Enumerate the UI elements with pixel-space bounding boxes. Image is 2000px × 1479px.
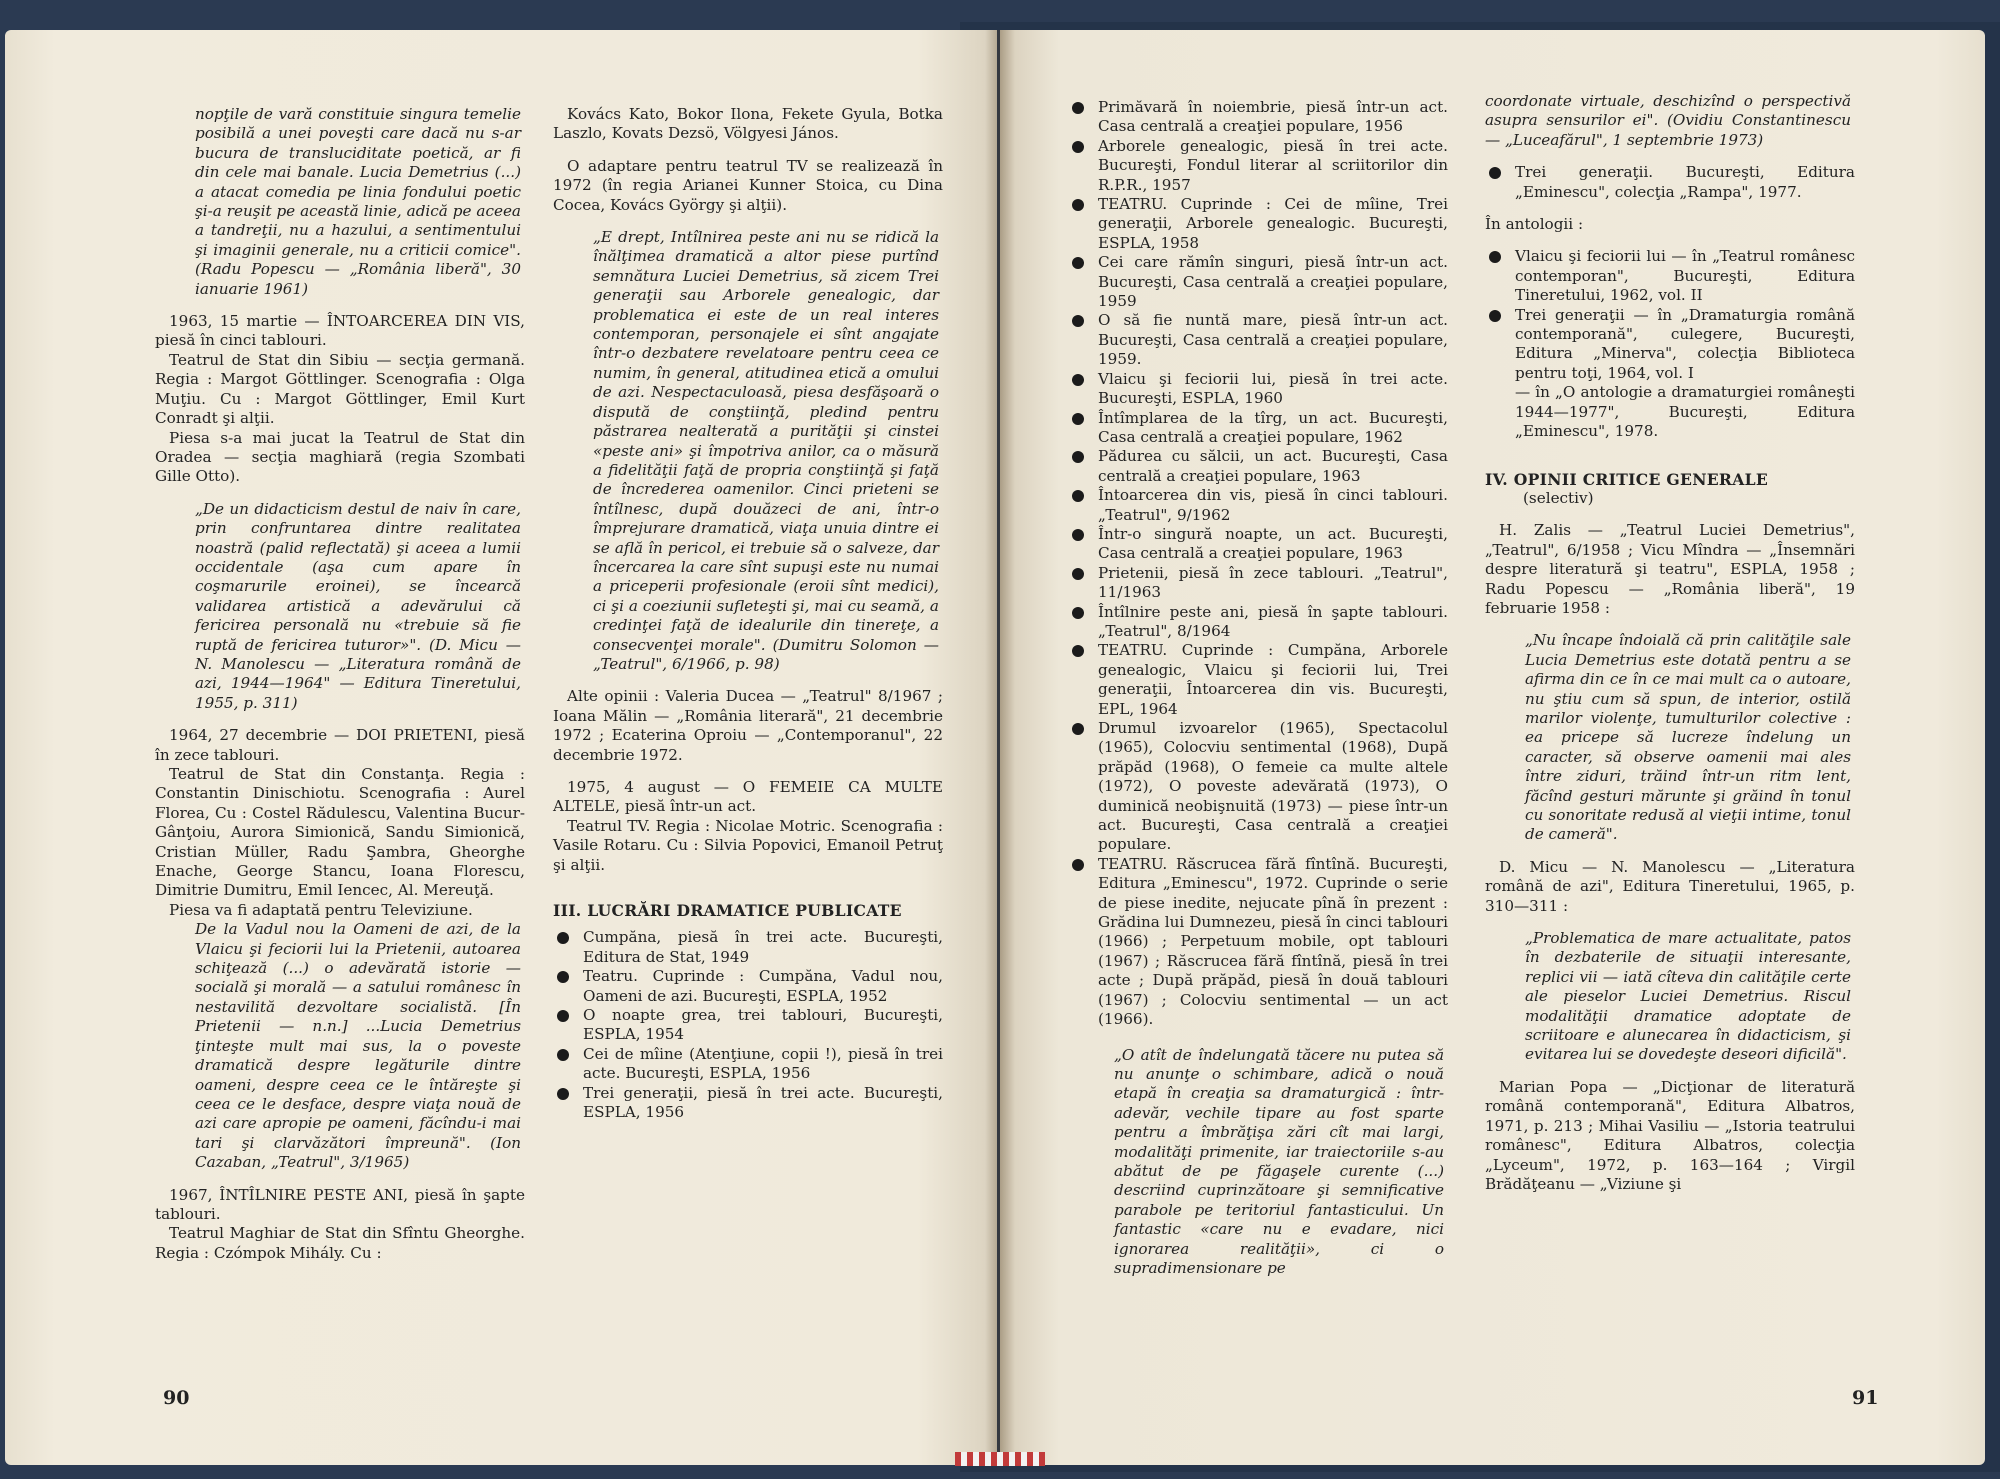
entry-text: Pădurea cu sălcii, un act. Bucureşti, Casa centrală a creaţiei populare, 1963 xyxy=(1098,447,1448,485)
bullet-icon xyxy=(1072,529,1084,541)
paragraph: Teatrul de Stat din Constanţa. Regia : Constantin Dinischiotu. Scenografia : Aurel Florea, Cu : Costel Rădulescu, Valentina Bucur-Gânţoiu, Aurora Simionică, Sandu Simionică, Cristian Müller, Radu Şambra, Gheorghe Enache, George Stancu, Ioana Florescu, Dimitrie Dumitru, Emil Iencec, Al. Mereuţă. xyxy=(155,765,525,900)
entry-text: — în „O antologie a dramaturgiei româneşti 1944—1977", Bucureşti, Editura „Eminescu", 1978. xyxy=(1515,383,1855,441)
list-item xyxy=(1068,603,1448,642)
entry-text: Întîmplarea de la tîrg, un act. Bucureşti, Casa centrală a creaţiei populare, 1962 xyxy=(1098,408,1448,446)
paragraph: De la Vadul nou la Oameni de azi, de la Vlaicu şi feciorii lui la Prietenii, autoarea schiţează (...) o adevărată istorie — socială şi morală — a satului românesc în nestavilită dezvoltare socialistă. [În Prietenii — n.n.] ...Lucia Demetrius ţinteşte mult mai sus, la o poveste dramatică despre legăturile dintre oameni, despre ceea ce le întăreşte şi ceea ce le desface, despre viaţa nouă de azi care apropie pe oameni, făcîndu-i mai tari şi clarvăzători împreună". (Ion Cazaban, „Teatrul", 3/1965) xyxy=(195,920,521,1172)
entry-text: Trei generaţii. Bucureşti, Editura „Eminescu", colecţia „Rampa", 1977. xyxy=(1515,163,1855,201)
page-number: 91 xyxy=(1852,1387,1879,1409)
list-item xyxy=(1068,855,1448,1030)
bullet-icon xyxy=(557,1049,569,1061)
paragraph: Teatrul TV. Regia : Nicolae Motric. Scenografia : Vasile Rotaru. Cu : Silvia Popovici, Emanoil Petruţ şi alţii. xyxy=(553,816,943,874)
bullet-icon xyxy=(1072,199,1084,211)
critic-quote: „O atît de îndelungată tăcere nu putea să nu anunţe o schimbare, adică o nouă etapă în creaţia sa dramaturgică : într-adevăr, vechile tipare au fost sparte pentru a îmbrăţişa zări cît mai largi, modalităţi primenite, iar traiectoriile s-au abătut de pe făgaşele curente (...) descriind cuprinzătoare şi semnificative parabole pe teritoriul fantasticului. Un fantastic «care nu e evadare, nici ignorarea realităţii», ci o supradimensionare pe xyxy=(1114,1045,1444,1277)
paragraph: 1963, 15 martie — ÎNTOARCEREA DIN VIS, piesă în cinci tablouri. xyxy=(155,312,525,350)
entry-text: TEATRU. Răscrucea fără fîntînă. Bucureşti, Editura „Eminescu", 1972. Cuprinde o serie de piese inedite, nejucate pînă în prezent : Grădina lui Dumnezeu, piesă în cinci tablouri (1966) ; Perpetuum mobile, opt tablouri (1967) ; Răscrucea fără fîntînă, piesă în trei acte ; După prăpăd, piesă în două tablouri (1967) ; Colocviu sentimental — un act (1966). xyxy=(1098,854,1448,1029)
list-item xyxy=(1068,564,1448,603)
paragraph: Teatrul Maghiar de Stat din Sfîntu Gheorghe. Regia : Czómpok Mihály. Cu : xyxy=(155,1224,525,1262)
paragraph: D. Micu — N. Manolescu — „Literatura română de azi", Editura Tineretului, 1965, p. 310—311 : xyxy=(1485,857,1855,915)
list-item xyxy=(1068,370,1448,409)
bullet-icon xyxy=(557,1010,569,1022)
book-gutter xyxy=(985,30,1015,1465)
paragraph: Kovács Kato, Bokor Ilona, Fekete Gyula, Botka Laszlo, Kovats Dezsö, Völgyesi János. xyxy=(553,105,943,143)
entry-text: Într-o singură noapte, un act. Bucureşti, Casa centrală a creaţiei populare, 1963 xyxy=(1098,524,1448,563)
list-item xyxy=(1068,409,1448,448)
entry-text: TEATRU. Cuprinde : Cei de mîine, Trei generaţii, Arborele genealogic. Bucureşti, ESPLA, 1958 xyxy=(1098,195,1448,252)
paragraph: Piesa s-a mai jucat la Teatrul de Stat din Oradea — secţia maghiară (regia Szombati Gille Otto). xyxy=(155,428,525,486)
list-item xyxy=(1068,486,1448,525)
entry-text: Arborele genealogic, piesă în trei acte. Bucureşti, Fondul literar al scriitorilor din R.P.R., 1957 xyxy=(1098,136,1448,194)
list-item xyxy=(1068,98,1448,137)
list-item xyxy=(1068,311,1448,369)
paragraph: „De un didacticism destul de naiv în care, prin confruntarea dintre realitatea noastră (palid reflectată) şi aceea a lumii occidentale (aşa cum apare în coşmarurile eroinei), se încearcă validarea artistică a adevărului că fericirea personală nu «trebuie să fie ruptă de fericirea tuturor»". (D. Micu — N. Manolescu — „Literatura română de azi, 1944—1964" — Editura Tineretului, 1955, p. 311) xyxy=(195,499,521,712)
paragraph: Teatrul de Stat din Sibiu — secţia germană. Regia : Margot Göttlinger. Scenografia : Olga Muţiu. Cu : Margot Göttlinger, Emil Kurt Conradt şi alţii. xyxy=(155,350,525,428)
paragraph: H. Zalis — „Teatrul Luciei Demetrius", „Teatrul", 6/1958 ; Vicu Mîndra — „Însemnări despre literatură şi teatru", ESPLA, 1958 ; Radu Popescu — „România liberă", 19 februarie 1958 : xyxy=(1485,521,1855,617)
bullet-icon xyxy=(1072,102,1084,114)
list-item xyxy=(1068,641,1448,719)
paragraph: 1975, 4 august — O FEMEIE CA MULTE ALTELE, piesă într-un act. xyxy=(553,778,943,816)
left-column-2 xyxy=(553,105,943,1123)
entry-text: Întîlnire peste ani, piesă în şapte tablouri. „Teatrul", 8/1964 xyxy=(1098,602,1448,640)
bullet-icon xyxy=(1072,645,1084,657)
entry-text: Întoarcerea din vis, piesă în cinci tablouri. „Teatrul", 9/1962 xyxy=(1098,486,1448,524)
entry-text: Teatru. Cuprinde : Cumpăna, Vadul nou, Oameni de azi. Bucureşti, ESPLA, 1952 xyxy=(583,967,943,1005)
list-item xyxy=(1485,306,1855,384)
critic-quote: „Problematica de mare actualitate, patos în dezbaterile de situaţii interesante, replici vii — iată cîteva din calităţile certe ale pieselor Luciei Demetrius. Riscul modalităţii dramatice adoptate de scriitoare e alunecarea în didacticism, şi evitarea lui se dovedeşte deseori dificilă". xyxy=(1525,929,1851,1064)
bullet-icon xyxy=(1072,315,1084,327)
list-item xyxy=(1485,163,1855,202)
section-subheading: (selectiv) xyxy=(1523,488,1594,507)
bullet-icon xyxy=(1072,374,1084,386)
entry-text: Primăvară în noiembrie, piesă într-un act. Casa centrală a creaţiei populare, 1956 xyxy=(1098,98,1448,136)
left-page xyxy=(5,30,997,1465)
paragraph: 1967, ÎNTÎLNIRE PESTE ANI, piesă în şapte tablouri. xyxy=(155,1185,525,1223)
bullet-icon xyxy=(1072,257,1084,269)
paragraph: 1964, 27 decembrie — DOI PRIETENI, piesă în zece tablouri. xyxy=(155,726,525,764)
section-heading-iv: IV. OPINII CRITICE GENERALE xyxy=(1485,469,1769,489)
list-item xyxy=(553,928,943,967)
bullet-icon xyxy=(1072,490,1084,502)
entry-text: O să fie nuntă mare, piesă într-un act. Bucureşti, Casa centrală a creaţiei populare, 1959. xyxy=(1098,311,1448,369)
entry-text: Cei de mîine (Atenţiune, copii !), piesă în trei acte. Bucureşti, ESPLA, 1956 xyxy=(583,1044,943,1083)
list-item xyxy=(1068,137,1448,195)
list-item xyxy=(553,1045,943,1084)
right-page xyxy=(1000,30,1985,1465)
bullet-icon xyxy=(1072,568,1084,580)
list-item xyxy=(553,1006,943,1045)
critic-quote-end: coordonate virtuale, deschizînd o perspectivă asupra sensurilor ei". (Ovidiu Constantinescu — „Luceafărul", 1 septembrie 1973) xyxy=(1485,92,1851,149)
entry-text: Cumpăna, piesă în trei acte. Bucureşti, Editura de Stat, 1949 xyxy=(583,928,943,966)
paragraph: Marian Popa — „Dicţionar de literatură română contemporană", Editura Albatros, 1971, p. 213 ; Mihai Vasiliu — „Istoria teatrului românesc", Editura Albatros, colecţia „Lyceum", 1972, p. 163—164 ; Virgil Brădăţeanu — „Viziune şi xyxy=(1485,1077,1855,1193)
entry-text: TEATRU. Cuprinde : Cumpăna, Arborele genealogic, Vlaicu şi feciorii lui, Trei generaţii, Întoarcerea din vis. Bucureşti, EPL, 1964 xyxy=(1098,641,1448,718)
left-column-1 xyxy=(155,105,525,1263)
list-item xyxy=(1068,253,1448,311)
bullet-icon xyxy=(1072,607,1084,619)
entry-text: Cei care rămîn singuri, piesă într-un act. Bucureşti, Casa centrală a creaţiei populare, 1959 xyxy=(1098,253,1448,311)
entry-text: Drumul izvoarelor (1965), Spectacolul (1965), Colocviu sentimental (1968), După prăpăd (1968), O femeie ca multe altele (1972), O poveste adevărată (1973), O duminică neobişnuită (1973) — piese într-un act. Bucureşti, Casa centrală a creaţiei populare. xyxy=(1098,719,1448,854)
page-number: 90 xyxy=(163,1387,190,1409)
list-item xyxy=(553,1084,943,1123)
entry-text: O noapte grea, trei tablouri, Bucureşti, ESPLA, 1954 xyxy=(583,1006,943,1044)
bullet-icon xyxy=(1489,310,1501,322)
right-column-2 xyxy=(1485,92,1855,1194)
bullet-icon xyxy=(557,932,569,944)
list-item xyxy=(1068,447,1448,486)
binding-stitch xyxy=(955,1452,1045,1466)
bullet-icon xyxy=(1072,413,1084,425)
entry-text: Trei generaţii — în „Dramaturgia română contemporană", culegere, Bucureşti, Editura „Minerva", colecţia Biblioteca pentru toţi, 1964, vol. I xyxy=(1515,305,1855,382)
list-item xyxy=(1068,719,1448,855)
right-column-1 xyxy=(1068,98,1448,1278)
bullet-icon xyxy=(1072,141,1084,153)
entry-text: Prietenii, piesă în zece tablouri. „Teatrul", 11/1963 xyxy=(1098,563,1448,602)
list-item xyxy=(1068,195,1448,253)
antologii-label: În antologii : xyxy=(1485,215,1584,234)
entry-text: Vlaicu şi feciorii lui — în „Teatrul românesc contemporan", Bucureşti, Editura Tineretului, 1962, vol. II xyxy=(1515,247,1855,305)
critic-quote: „Nu încape îndoială că prin calităţile sale Lucia Demetrius este dotată pentru a se afirma din ce în ce mai mult ca o autoare, nu ştiu cum să spun, de interior, ostilă marilor violenţe, tumulturilor colective : ea pricepe să lucreze îndelung un caracter, să observe oamenii mai ales între ziduri, trăind într-un ritm lent, făcînd gesturi mărunte şi grăind în tonul cu sonoritate redusă al vieţii intime, tonul de cameră". xyxy=(1525,631,1851,844)
entry-text: Trei generaţii, piesă în trei acte. Bucureşti, ESPLA, 1956 xyxy=(583,1083,943,1122)
paragraph: Piesa va fi adaptată pentru Televiziune. xyxy=(169,900,473,919)
bullet-icon xyxy=(1072,859,1084,871)
bullet-icon xyxy=(1489,167,1501,179)
paragraph: O adaptare pentru teatrul TV se realizează în 1972 (în regia Arianei Kunner Stoica, cu Dina Cocea, Kovács György şi alţii). xyxy=(553,156,943,214)
bullet-icon xyxy=(1489,251,1501,263)
bullet-icon xyxy=(557,971,569,983)
list-item xyxy=(1068,525,1448,564)
bullet-icon xyxy=(1072,451,1084,463)
bullet-icon xyxy=(557,1088,569,1100)
paragraph: „E drept, Intîlnirea peste ani nu se ridică la înălţimea dramatică a altor piese purtînd semnătura Luciei Demetrius, să zicem Trei generaţii sau Arborele genealogic, dar problematica ei este de un real interes contemporan, personajele ei sînt angajate într-o dezbatere revelatoare pentru ceea ce numim, în general, atitudinea etică a omului de azi. Nespectaculoasă, piesa desfăşoară o dispută de conştiinţă, pledind pentru păstrarea nealterată a purităţii şi cinstei «peste ani» şi împotriva anilor, ca o măsură a fidelităţii faţă de propria conştiinţă şi faţă de încrederea oamenilor. Cinci prieteni se întîlnesc, după douăzeci de ani, într-o împrejurare dramatică, viaţa unuia dintre ei se află în pericol, ei trebuie să o salveze, dar încercarea la care sînt supuşi este nu numai a priceperii profesionale (eroii sînt medici), ci şi a coeziunii sufleteşti şi, mai cu seamă, a credinţei faţă de idealurile din tinereţe, a consecvenţei morale". (Dumitru Solomon — „Teatrul", 6/1966, p. 98) xyxy=(593,228,939,673)
paragraph: Alte opinii : Valeria Ducea — „Teatrul" 8/1967 ; Ioana Mălin — „România literară", 21 decembrie 1972 ; Ecaterina Oproiu — „Contemporanul", 22 decembrie 1972. xyxy=(553,687,943,764)
bullet-icon xyxy=(1072,723,1084,735)
section-heading-iii: III. LUCRĂRI DRAMATICE PUBLICATE xyxy=(553,901,902,921)
paragraph: nopţile de vară constituie singura temelie posibilă a unei poveşti care dacă nu s-ar bucura de transluciditate poetică, ar fi din cele mai banale. Lucia Demetrius (...) a atacat comedia pe linia fondului poetic şi-a reuşit pe această linie, adică pe aceea a tandreţii, nu a hazului, a sentimentului şi imaginii generale, nu a criticii comice". (Radu Popescu — „România liberă", 30 ianuarie 1961) xyxy=(195,105,521,298)
entry-text: Vlaicu şi feciorii lui, piesă în trei acte. Bucureşti, ESPLA, 1960 xyxy=(1098,369,1448,408)
list-item xyxy=(1485,247,1855,305)
list-item xyxy=(1485,383,1855,441)
list-item xyxy=(553,967,943,1006)
